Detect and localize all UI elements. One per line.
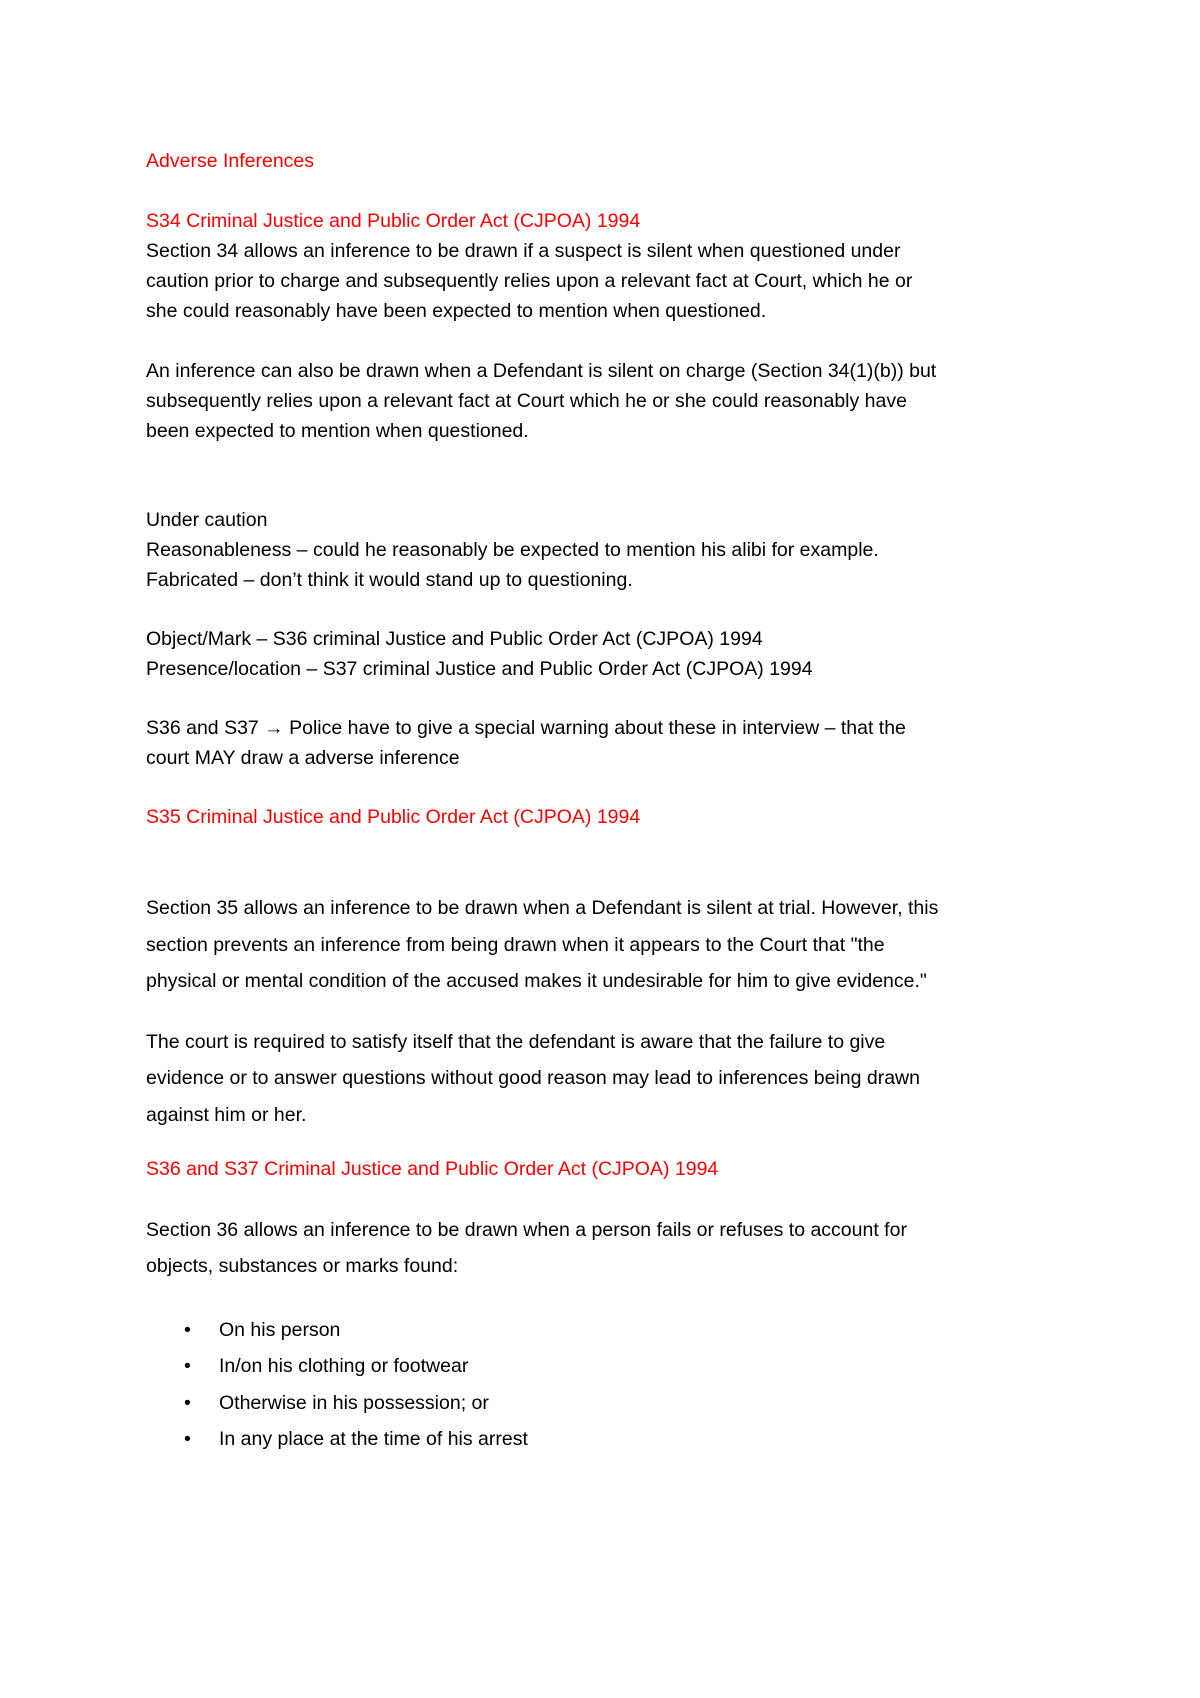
document-title: Adverse Inferences — [146, 150, 315, 172]
bullet-icon: • — [184, 1392, 191, 1414]
list-item: In/on his clothing or footwear — [219, 1355, 469, 1377]
s34-para2-line2: subsequently relies upon a relevant fact at Court which he or she could reasonably have — [146, 390, 907, 412]
bullet-icon: • — [184, 1355, 191, 1377]
s36-para1-line2: objects, substances or marks found: — [146, 1255, 459, 1277]
bullet-icon: • — [184, 1319, 191, 1341]
bullet-icon: • — [184, 1428, 191, 1450]
note-under-caution: Under caution — [146, 509, 268, 531]
s34-para1-line1: Section 34 allows an inference to be drawn if a suspect is silent when questioned under — [146, 240, 901, 262]
s35-para2-line3: against him or her. — [146, 1104, 307, 1126]
s34-para1-line2: caution prior to charge and subsequently relies upon a relevant fact at Court, which he or — [146, 270, 913, 292]
note-warning-line1: S36 and S37 → Police have to give a special warning about these in interview – that the — [146, 717, 906, 739]
list-item: On his person — [219, 1319, 341, 1341]
note-fabricated: Fabricated – don’t think it would stand up to questioning. — [146, 569, 633, 591]
s34-para2-line1: An inference can also be drawn when a Defendant is silent on charge (Section 34(1)(b)) but — [146, 360, 937, 382]
s35-para2-line2: evidence or to answer questions without good reason may lead to inferences being drawn — [146, 1067, 920, 1089]
s35-para1-line3: physical or mental condition of the accused makes it undesirable for him to give evidence." — [146, 970, 927, 992]
s34-para1-line3: she could reasonably have been expected to mention when questioned. — [146, 300, 767, 322]
note-warning-line2: court MAY draw a adverse inference — [146, 747, 460, 769]
list-item: In any place at the time of his arrest — [219, 1428, 528, 1450]
note-object-mark: Object/Mark – S36 criminal Justice and Public Order Act (CJPOA) 1994 — [146, 628, 763, 650]
s35-para1-line1: Section 35 allows an inference to be drawn when a Defendant is silent at trial. However, this — [146, 897, 939, 919]
s35-para1-line2: section prevents an inference from being drawn when it appears to the Court that "the — [146, 934, 885, 956]
s34-heading: S34 Criminal Justice and Public Order Act (CJPOA) 1994 — [146, 210, 641, 232]
s34-para2-line3: been expected to mention when questioned. — [146, 420, 529, 442]
note-presence-location: Presence/location – S37 criminal Justice and Public Order Act (CJPOA) 1994 — [146, 658, 813, 680]
s35-para2-line1: The court is required to satisfy itself that the defendant is aware that the failure to give — [146, 1031, 886, 1053]
note-reasonableness: Reasonableness – could he reasonably be expected to mention his alibi for example. — [146, 539, 879, 561]
s36-para1-line1: Section 36 allows an inference to be drawn when a person fails or refuses to account for — [146, 1219, 907, 1241]
s36-s37-heading: S36 and S37 Criminal Justice and Public Order Act (CJPOA) 1994 — [146, 1158, 719, 1180]
s35-heading: S35 Criminal Justice and Public Order Act (CJPOA) 1994 — [146, 806, 641, 828]
list-item: Otherwise in his possession; or — [219, 1392, 489, 1414]
